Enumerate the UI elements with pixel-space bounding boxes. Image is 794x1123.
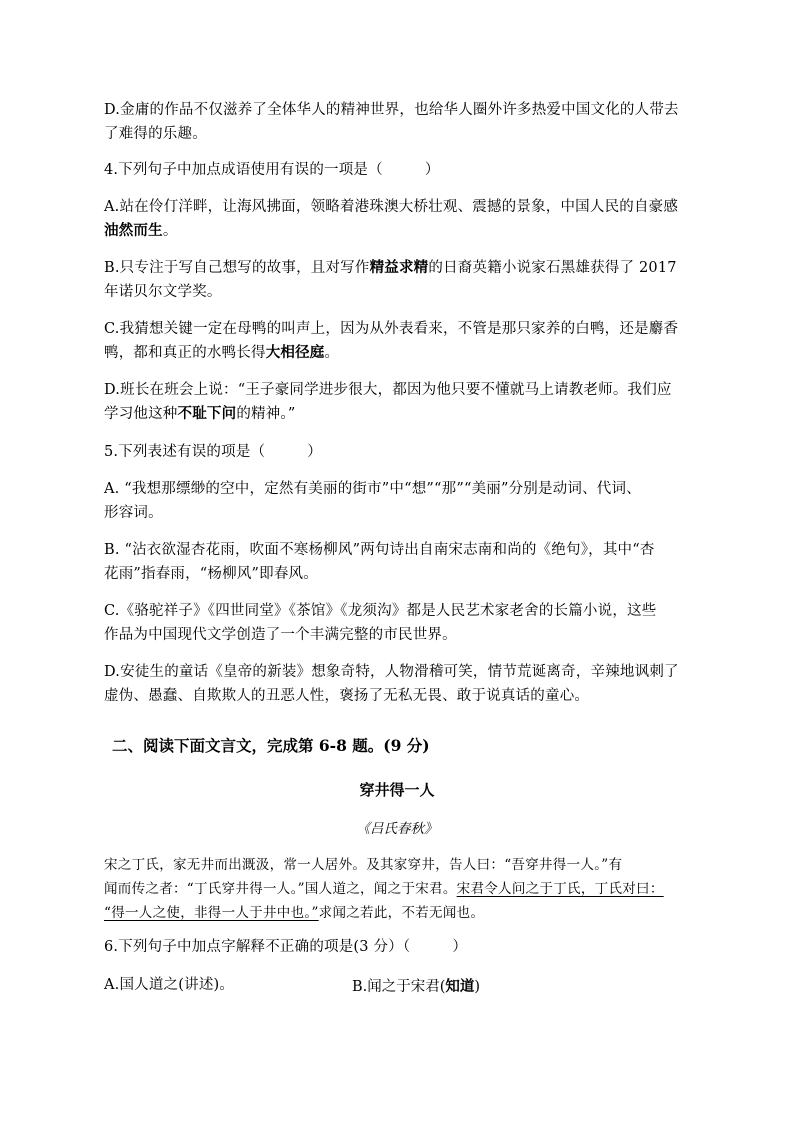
q3-option-d-line2: 了难得的乐趣。 xyxy=(104,126,207,142)
q4-option-b-post: 的日裔英籍小说家石黑雄获得了 2017 xyxy=(428,260,677,276)
q5-stem-close: ） xyxy=(307,444,322,460)
q6-option-a: A.国人道之(讲述)。 xyxy=(104,977,235,993)
passage-line2-plain: 闻而传之者：“丁氏穿井得一人。”国人道之，闻之于宋君。 xyxy=(104,881,457,897)
q4-stem-close: ） xyxy=(424,162,440,178)
q4-option-b-line1 xyxy=(104,258,677,278)
q4-option-d-end: 的精神。” xyxy=(236,406,296,422)
q4-option-b-idiom: 精益求精 xyxy=(369,259,429,276)
passage-line2 xyxy=(104,877,664,897)
q6-option-b-bold: 知道 xyxy=(445,978,475,995)
q4-option-d-idiom: 不耻下问 xyxy=(177,405,237,422)
q4-option-d-line1: D.班长在班会上说：“王子豪同学进步很大，都因为他只要不懂就马上请教老师。我们应 xyxy=(104,382,672,398)
q4-option-a-line1: A.站在伶仃洋畔，让海风拂面，领略着港珠澳大桥壮观、震撼的景象，中国人民的自豪感 xyxy=(104,199,679,215)
q5-stem xyxy=(104,442,322,462)
q6-option-b-end: ) xyxy=(474,979,481,995)
q5-option-c-line1: C.《骆驼祥子》《四世同堂》《茶馆》《龙须沟》都是人民艺术家老舍的长篇小说，这些 xyxy=(104,603,657,619)
passage-title: 穿井得一人 xyxy=(359,781,435,799)
q3-option-d-line1: D.金庸的作品不仅滋养了全体华人的精神世界，也给华人圈外许多热爱中国文化的人带去 xyxy=(104,102,679,118)
passage-line3-underlined: “得一人之使，非得一人于井中也。” xyxy=(104,905,319,921)
q5-option-b-line1: B. “沾衣欲湿杏花雨，吹面不寒杨柳风”两句诗出自南宋志南和尚的《绝句》，其中“杏 xyxy=(104,542,655,558)
q4-option-a-end: 。 xyxy=(162,223,178,239)
q4-option-c-end: 。 xyxy=(324,345,340,361)
q6-option-b xyxy=(352,975,480,996)
section-heading: 二、阅读下面文言文，完成第 6-8 题。(9 分) xyxy=(112,736,430,755)
q5-option-a-line1: A. “我想那缥缈的空中，定然有美丽的街市”中“想”“那”“美丽”分别是动词、代词、 xyxy=(104,481,641,497)
passage-line3-plain: 求闻之若此，不若无闻也。 xyxy=(318,905,485,921)
passage-line3 xyxy=(104,901,484,921)
passage-line1-text: 宋之丁氏，家无井而出溉汲，常一人居外。及其家穿井，告人曰：“吾穿井得一人。”有 xyxy=(104,857,623,873)
q4-option-c-line1: C.我猜想关键一定在母鸭的叫声上，因为从外表看来，不管是那只家养的白鸭，还是麝香 xyxy=(104,321,679,337)
q4-stem xyxy=(104,160,440,180)
q4-option-b-line2: 年诺贝尔文学奖。 xyxy=(104,284,222,300)
q6-stem xyxy=(104,937,467,957)
q6-stem-close: ） xyxy=(452,939,468,955)
q5-option-d-line2: 虚伪、愚蠢、自欺欺人的丑恶人性，褒扬了无私无畏、敢于说真话的童心。 xyxy=(104,688,590,704)
q6-option-b-pre: B.闻之于宋君( xyxy=(352,979,446,995)
q5-stem-text: 5.下列表述有误的项是（ xyxy=(104,444,266,460)
q4-option-a-line2 xyxy=(104,221,178,241)
q5-option-a-line2: 形容词。 xyxy=(104,505,163,521)
q5-option-d-line1: D.安徒生的童话《皇帝的新装》想象奇特，人物滑稽可笑，情节荒诞离奇，辛辣地讽刺了 xyxy=(104,664,679,680)
q4-option-d-line2 xyxy=(104,404,295,424)
q4-stem-text: 4.下列句子中加点成语使用有误的一项是（ xyxy=(104,162,383,178)
q5-option-c-line2: 作品为中国现代文学创造了一个丰满完整的市民世界。 xyxy=(104,627,457,643)
q4-option-b-pre: B.只专注于写自己想写的故事，且对写作 xyxy=(104,260,370,276)
q4-option-c-idiom: 大相径庭 xyxy=(265,344,325,361)
q5-option-b-line2: 花雨”指春雨，“杨柳风”即春风。 xyxy=(104,566,318,582)
passage-line2-underlined: 宋君令人问之于丁氏，丁氏对曰： xyxy=(456,881,664,897)
q4-option-d-pre: 学习他这种 xyxy=(104,406,178,422)
passage-line1 xyxy=(104,853,622,873)
q4-option-c-line2 xyxy=(104,343,339,363)
q4-option-a-idiom: 油然而生 xyxy=(104,222,163,239)
passage-source: 《吕氏春秋》 xyxy=(356,821,438,837)
q6-stem-text: 6.下列句子中加点字解释不正确的项是(3 分）（ xyxy=(104,939,411,955)
q4-option-c-pre: 鸭，都和真正的水鸭长得 xyxy=(104,345,266,361)
